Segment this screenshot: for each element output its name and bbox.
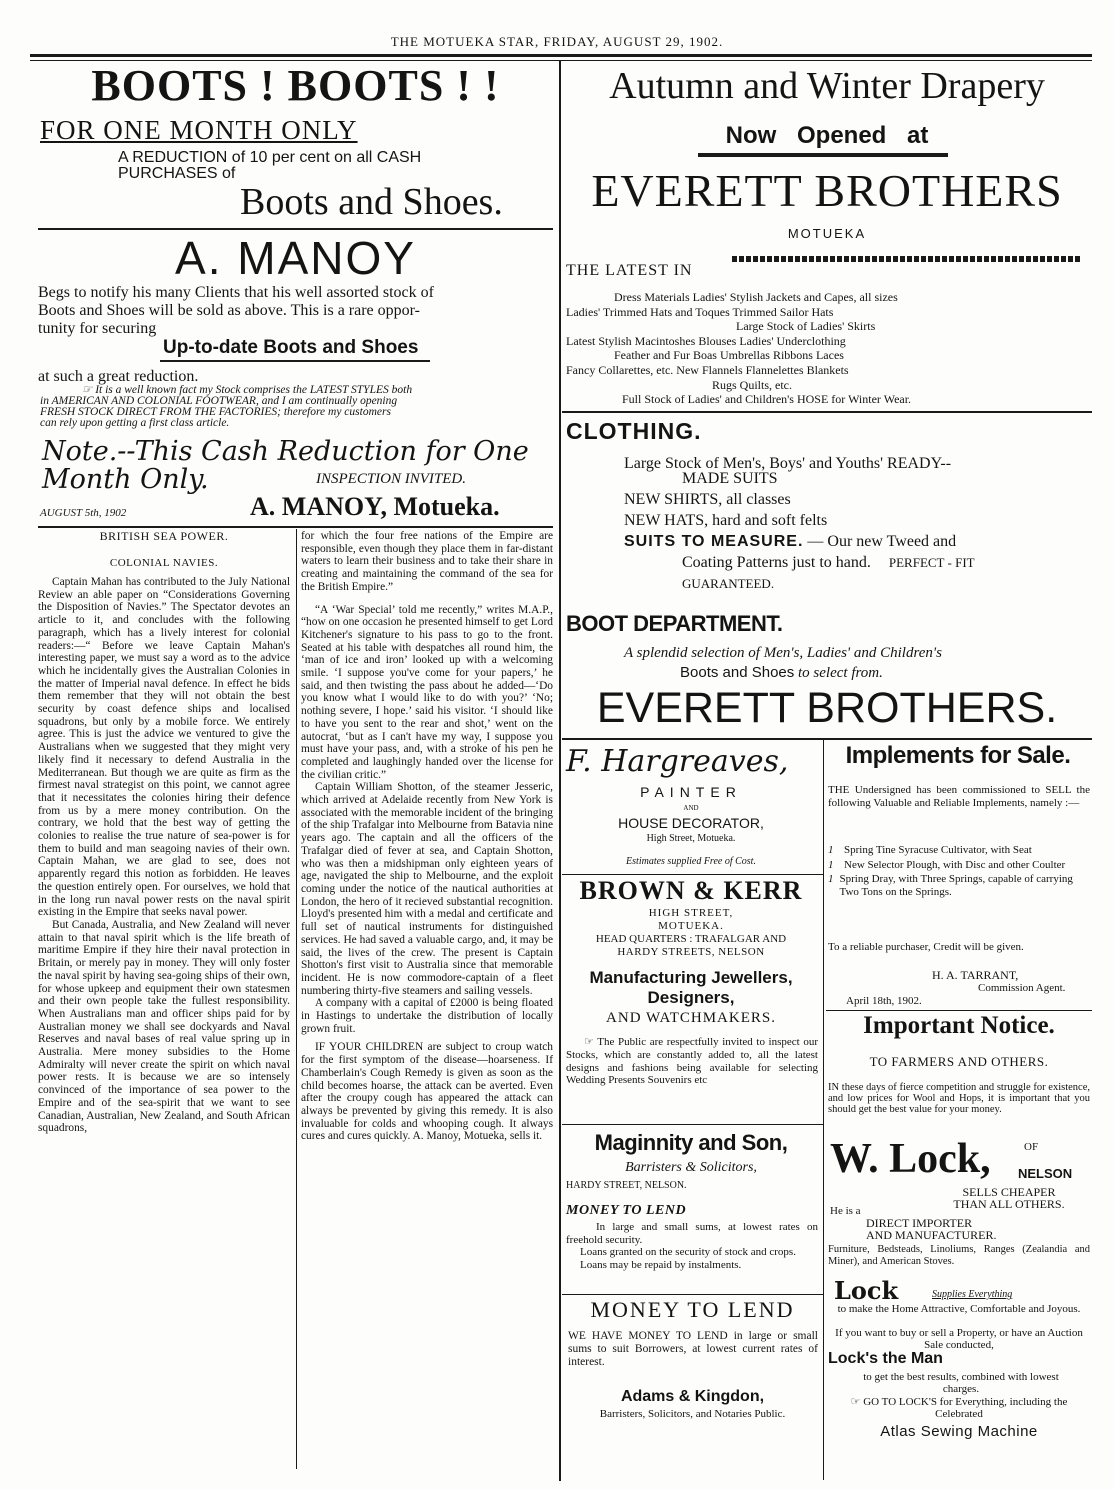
maginnity-address: HARDY STREET, NELSON.	[566, 1180, 687, 1191]
he-is-a: He is a	[830, 1205, 861, 1217]
maginnity-money: MONEY TO LEND	[566, 1203, 687, 1218]
hargreaves-name: F. Hargreaves,	[566, 744, 789, 779]
article-subtitle: COLONIAL NAVIES.	[109, 557, 219, 569]
lock-best: to get the best results, combined with lowest charges.	[863, 1371, 1059, 1395]
hargreaves-estimates: Estimates supplied Free of Cost.	[626, 856, 756, 867]
of-label: OF	[1024, 1141, 1039, 1153]
column-divider	[559, 61, 561, 1481]
manufacturing-jewellers: Manufacturing Jewellers,	[589, 968, 793, 987]
hargreaves-rule	[562, 874, 823, 875]
manoy-date: AUGUST 5th, 1902	[40, 507, 127, 519]
boot-department-heading: BOOT DEPARTMENT.	[566, 611, 783, 636]
pointing-hand-icon: ☞	[850, 1396, 861, 1408]
inspection-invited: INSPECTION INVITED.	[316, 471, 466, 487]
brown-kerr-name: BROWN & KERR	[579, 876, 803, 905]
brown-kerr-rule	[562, 1124, 823, 1125]
sells-cheaper: SELLS CHEAPER	[962, 1185, 1056, 1199]
maginnity-role: Barristers & Solicitors,	[625, 1160, 757, 1175]
manoy-rule	[38, 228, 553, 230]
article-title: BRITISH SEA POWER.	[99, 529, 229, 543]
implements-items: 1 Spring Tine Syracuse Cultivator, with Seat 1 New Selector Plough, with Disc and other Coulter 1 Spring Dray, with Three Springs, capable of carrying Two Tons on the Springs.	[828, 844, 1073, 898]
boot-dept-line-2: Boots and Shoes to select from.	[680, 664, 883, 681]
everett-name: EVERETT BROTHERS	[591, 165, 1063, 216]
script-note-line-2: Month Only.	[42, 464, 209, 495]
reduction-line-1: A REDUCTION of 10 per cent on all CASH	[118, 149, 422, 166]
implements-signature-2: Commission Agent.	[978, 982, 1066, 994]
latest-in: THE LATEST IN	[566, 262, 693, 279]
manoy-name: A. MANOY	[175, 232, 416, 284]
implements-date: April 18th, 1902.	[846, 995, 922, 1007]
clothing-details: Large Stock of Men's, Boys' and Youths' READY-- MADE SUITS NEW SHIRTS, all classes NEW HATS, hard and soft felts SUITS TO MEASURE. — Our new Tweed and Coating Patterns just to hand. PERFECT - FIT GUARANTEED.	[624, 455, 975, 591]
drapery-rule	[562, 411, 1092, 413]
hargreaves-street: High Street, Motueka.	[646, 833, 736, 844]
important-notice: Important Notice.	[863, 1012, 1055, 1039]
right-column-divider	[823, 740, 824, 1480]
everett-name-2: EVERETT BROTHERS.	[596, 684, 1058, 732]
money-to-lend-heading: MONEY TO LEND	[590, 1297, 795, 1322]
adams-role: Barristers, Solicitors, and Notaries Public.	[599, 1408, 786, 1420]
adams-name: Adams & Kingdon,	[620, 1388, 765, 1405]
painter-label: PAINTER	[640, 784, 742, 800]
begs-line-3: tunity for securing	[38, 320, 157, 337]
boot-dept-line-1: A splendid selection of Men's, Ladies' and Children's	[624, 645, 942, 661]
lock-furniture: Furniture, Bedsteads, Linoliums, Ranges (Zealandia and Miner), and American Stoves.	[828, 1244, 1090, 1267]
locks-the-man: Lock's the Man	[828, 1350, 943, 1367]
boots-shoes-heading: Boots and Shoes.	[240, 181, 503, 223]
to-farmers: TO FARMERS AND OTHERS.	[869, 1054, 1049, 1069]
now-opened: Now Opened at	[725, 122, 929, 149]
script-note-line-1: Note.--This Cash Reduction for One	[42, 436, 529, 467]
reduction-line-2: PURCHASES of	[118, 165, 236, 182]
article-divider	[296, 529, 297, 1469]
masthead-rule	[30, 54, 1092, 57]
lock-name: W. Lock,	[830, 1136, 991, 1182]
pointing-hand-icon: ☞	[82, 384, 93, 396]
brown-kerr-town: MOTUEKA.	[658, 920, 724, 932]
implements-credit: To a reliable purchaser, Credit will be given.	[828, 941, 1024, 953]
direct-importer: DIRECT IMPORTER	[866, 1216, 973, 1230]
begs-line-2: Boots and Shoes will be sold as above. This is a rare oppor-	[38, 302, 420, 319]
maginnity-name: Maginnity and Son,	[594, 1130, 788, 1155]
pointing-hand-icon: ☞	[584, 1036, 594, 1048]
maginnity-body: In large and small sums, at lowest rates on freehold security. Loans granted on the security of stock and crops. Loans may be repaid by instalments.	[566, 1221, 818, 1271]
brown-kerr-body: ☞ The Public are respectfully invited to inspect our Stocks, which are constantly added to, all the latest designs and fashions being available for selecting Wedding Presents Souvenirs etc	[566, 1036, 818, 1087]
implements-signature: H. A. TARRANT,	[932, 968, 1019, 982]
clothing-heading: CLOTHING.	[566, 418, 702, 444]
implements-intro: THE Undersigned has been commissioned to SELL the following Valuable and Reliable Implements, namely :—	[828, 784, 1090, 809]
and-label: AND	[683, 804, 699, 812]
lock-go: ☞ GO TO LOCK'S for Everything, including the Celebrated	[850, 1396, 1068, 1420]
drapery-list: Dress Materials Ladies' Stylish Jackets and Capes, all sizes Ladies' Trimmed Hats and Toques Trimmed Sailor Hats Large Stock of Ladies' Skirts Latest Stylish Macintoshes Blouses Ladies' Underclothing Feather and Fur Boas Umbrellas Ribbons Laces Fancy Collarettes, etc. New Flannels Flannelettes Blankets Rugs Quilts, etc. Full Stock of Ladies' and Children's HOSE for Winter Wear.	[566, 290, 912, 407]
adams-body: WE HAVE MONEY TO LEND in large or small sums to suit Borrowers, at lowest current rates of interest.	[568, 1330, 818, 1368]
brown-kerr-street: HIGH STREET,	[648, 907, 734, 919]
great-reduction-line: at such a great reduction.	[38, 368, 199, 385]
lock-name-2: Lock	[834, 1276, 899, 1305]
one-month-heading: FOR ONE MONTH ONLY	[40, 115, 358, 145]
manoy-note: ☞ It is a well known fact my Stock comprises the LATEST STYLES both in AMERICAN AND COLONIAL FOOTWEAR, and I am continually opening FRESH STOCK DIRECT FROM THE FACTORIES; therefore my customers can rely upon getting a first class article.	[40, 384, 413, 429]
uptodate-heading: Up-to-date Boots and Shoes	[163, 337, 419, 358]
designers: Designers,	[647, 988, 735, 1007]
article-column-2: for which the four free nations of the Empire are responsible, even though they place them in far-distant waters to learn their business and to take their share in creating and maintaining the command of the sea for the British Empire.” “A ‘War Special’ told me recently,” writes M.A.P., “how on one occasion he presented himself to get Lord Kitchener's signature to his pass to go to the front. Seated at his table with despatches all round him, the ‘man of ice and iron’ looked up with a welcoming smile. ‘I suppose you've come for your papers,’ he said, and then twisting the pass about he added—‘Do you know what I would like to do with you?’ ‘No; nothing severe, I hope.’ said his visitor. ‘I should like to have you sent to the rear and shot,’ went on the autocrat, ‘but as I can't have my way, I suppose you must have your pass, and, with a stroke of his pen he completed and laughingly handed over the license for the civilian critic.” Captain William Shotton, of the steamer Jesseric, which arrived at Adelaide recently from New York is associated with the memorable incident of the bringing of the ship Trafalgar into Melbourne from Batavia nine years ago. The captain and all the officers of the Trafalgar died of fever at sea, and Captain Shotton, who was then a midshipman only eighteen years of age, navigated the ship to Melbourne, and the exploit coming under the notice of the nautical authorities at London, the hero of it recieved substantial recognition. Lloyd's presented him with a medal and certificate and full set of nautical instruments for distinguished services. He had saved a valuable cargo, and, it may be said, the lives of the crew. The present is Captain Shotton's first visit to Australia since that memorable incident. He is now commodore-captain of a fleet numbering thirty-five steamers and sailing vessels. A company with a capital of £2000 is being floated in Hastings to undertake the distribution of locally grown fruit. IF YOUR CHILDREN are subject to croup watch for the first symptom of the disease—hoarseness. If Chamberlain's Cough Remedy is given as soon as the child becomes hoarse, the attack can be averted. Even after the croupy cough has appeared the attack can always be prevented by giving this remedy. It is also invaluable for colds and whooping cough. It always cures and cures quickly. A. Manoy, Motueka, sells it.	[301, 530, 553, 1143]
article-column-1: Captain Mahan has contributed to the July National Review an able paper on “Considerations Governing the Disposition of Navies.” The Spectator devotes an article to it, and concludes with the following paragraph, which has a lively interest for colonial readers:—“ Before we leave Captain Mahan's interesting paper, we must say a word as to the advice which he incidentally gives the Australian Colonies in the matter of Imperial naval defence. In effect he bids them remember that they will not obtain the best security by coast defence ships and localised squadrons, but only by a mobile force. We entirely agree. This is just the advice we ventured to give the Australians when we suggested that they might very likely find it necessary to defend Australia in the Mediterranean. But though we are quite as firm as the firmest naval strategist on this point, we cannot agree that it necessitates the colonies hiring their defence from us by a mere money contribution. On the contrary, we hold that the best way of getting the colonies to realise the true nature of sea-power is for them to build and man seagoing navies of their own. Captain Mahan, we are glad to see, does not apparently regard this notion as forbidden. He leaves the question entirely open. For ourselves, we hold that in the long run naval power rests on the naval spirit existing in the Empire that seeks naval power. But Canada, Australia, and New Zealand will never attain to that naval spirit which is the life breath of maritime Empire if they hire their naval protection in Britain, or merely pay in money. They will only foster the naval spirit by having sea-going ships of their own, for whose upkeep and equipment their own statesmen and their own people take the fullest responsibility. When Australians man and officer ships paid for by Australian money we shall see dockyards and Naval Reserves and naval bases of real value spring up in Australia. Mere money subsidies to the Home Admiralty will never create the spirit on which naval power rests. It is because we are so intensely convinced of the importance of sea power to the Empire and of the sea-spirit that we want to see Canadian, Australian, New Zealand, and South African squadrons,	[38, 576, 290, 1135]
everett-town: MOTUEKA	[787, 226, 867, 241]
maginnity-rule	[562, 1294, 823, 1295]
brown-kerr-hq-2: HARDY STREETS, NELSON	[617, 946, 765, 958]
manufacturer: AND MANUFACTURER.	[866, 1228, 997, 1242]
implements-heading: Implements for Sale.	[845, 742, 1071, 769]
now-opened-underline	[698, 153, 948, 157]
supplies-everything: Supplies Everything	[932, 1289, 1013, 1300]
boots-headline: BOOTS ! BOOTS ! !	[91, 61, 500, 110]
house-decorator: HOUSE DECORATOR,	[618, 815, 764, 831]
uptodate-underline	[160, 360, 430, 362]
lock-nelson: NELSON	[1018, 1166, 1073, 1181]
brown-kerr-hq: HEAD QUARTERS : TRAFALGAR AND	[595, 933, 787, 945]
watchmakers: AND WATCHMAKERS.	[606, 1010, 776, 1026]
drapery-headline: Autumn and Winter Drapery	[609, 65, 1045, 107]
wavy-rule	[732, 256, 1082, 262]
than-all-others: THAN ALL OTHERS.	[953, 1197, 1065, 1211]
lock-make: to make the Home Attractive, Comfortable and Joyous.	[837, 1303, 1081, 1315]
everett-bottom-rule	[562, 738, 1092, 740]
implements-rule	[826, 1010, 1092, 1011]
manoy-bottom-rule	[38, 526, 553, 528]
atlas-sewing-machine: Atlas Sewing Machine	[880, 1423, 1038, 1440]
lock-intro: IN these days of fierce competition and struggle for existence, and low prices for Wool and Hops, it is important that you should get the best value for your money.	[828, 1082, 1090, 1115]
manoy-signature: A. MANOY, Motueka.	[250, 492, 500, 521]
lock-buy: If you want to buy or sell a Property, or have an Auction Sale conducted,	[835, 1327, 1083, 1351]
begs-line-1: Begs to notify his many Clients that his well assorted stock of	[38, 284, 434, 301]
masthead: THE MOTUEKA STAR, FRIDAY, AUGUST 29, 1902.	[390, 34, 724, 49]
